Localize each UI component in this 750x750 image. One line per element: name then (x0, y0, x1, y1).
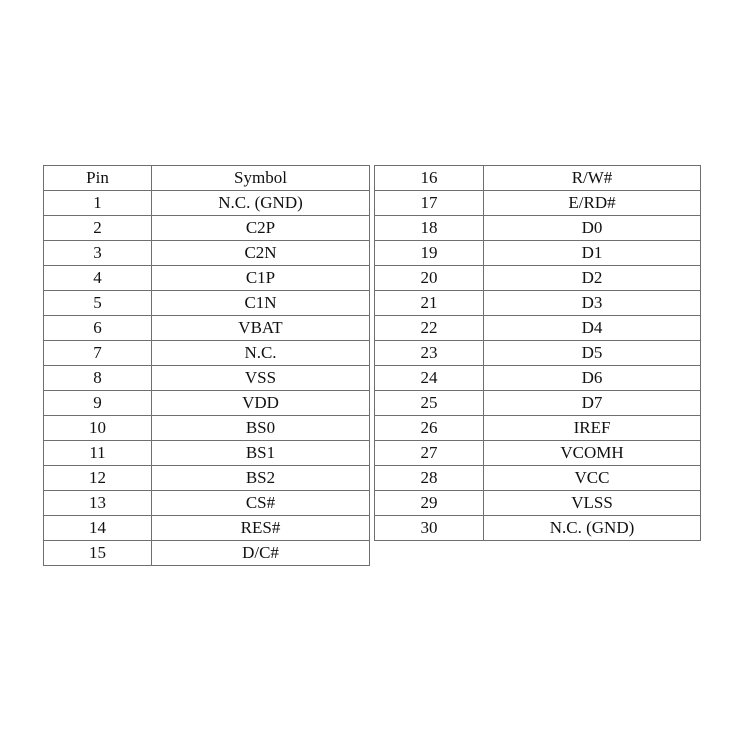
pin-table-left (43, 165, 370, 566)
pin-table-right-body (375, 166, 701, 541)
column-header-symbol: Symbol (152, 166, 370, 191)
table-row (44, 416, 370, 441)
pin-number-cell: 26 (375, 416, 484, 441)
table-row (44, 366, 370, 391)
pin-symbol-cell: C1P (152, 266, 370, 291)
pin-symbol-cell: RES# (152, 516, 370, 541)
pin-number-cell: 14 (44, 516, 152, 541)
pin-number-cell: 24 (375, 366, 484, 391)
pin-symbol-cell: N.C. (GND) (484, 516, 701, 541)
pin-symbol-cell: D4 (484, 316, 701, 341)
pin-symbol-cell: E/RD# (484, 191, 701, 216)
pin-symbol-cell: BS0 (152, 416, 370, 441)
table-row (44, 441, 370, 466)
table-row (375, 266, 701, 291)
pin-number-cell: 19 (375, 241, 484, 266)
pin-number-cell: 27 (375, 441, 484, 466)
pin-symbol-cell: CS# (152, 491, 370, 516)
table-header-row (44, 166, 370, 191)
pin-number-cell: 2 (44, 216, 152, 241)
pin-table-left-body (44, 191, 370, 566)
pin-number-cell: 20 (375, 266, 484, 291)
pin-number-cell: 10 (44, 416, 152, 441)
pin-symbol-cell: C1N (152, 291, 370, 316)
table-row (44, 216, 370, 241)
pin-number-cell: 8 (44, 366, 152, 391)
table-row (44, 291, 370, 316)
pin-number-cell: 9 (44, 391, 152, 416)
pin-symbol-cell: D6 (484, 366, 701, 391)
pin-symbol-cell: IREF (484, 416, 701, 441)
pin-table-right (374, 165, 701, 541)
table-row (375, 166, 701, 191)
pin-number-cell: 28 (375, 466, 484, 491)
table-row (375, 491, 701, 516)
table-row (375, 341, 701, 366)
pin-symbol-cell: VCC (484, 466, 701, 491)
pin-symbol-cell: N.C. (GND) (152, 191, 370, 216)
pin-number-cell: 30 (375, 516, 484, 541)
pin-number-cell: 23 (375, 341, 484, 366)
table-row (44, 541, 370, 566)
pin-symbol-cell: BS1 (152, 441, 370, 466)
table-row (375, 316, 701, 341)
table-row (375, 416, 701, 441)
pin-number-cell: 16 (375, 166, 484, 191)
pin-symbol-cell: D7 (484, 391, 701, 416)
pin-symbol-cell: N.C. (152, 341, 370, 366)
pin-symbol-cell: VSS (152, 366, 370, 391)
table-row (44, 341, 370, 366)
table-row (44, 466, 370, 491)
pin-symbol-cell: BS2 (152, 466, 370, 491)
pin-number-cell: 17 (375, 191, 484, 216)
pin-number-cell: 21 (375, 291, 484, 316)
table-row (375, 516, 701, 541)
pin-number-cell: 3 (44, 241, 152, 266)
pin-number-cell: 4 (44, 266, 152, 291)
table-row (44, 391, 370, 416)
pin-symbol-cell: VLSS (484, 491, 701, 516)
pin-symbol-cell: D1 (484, 241, 701, 266)
table-row (44, 191, 370, 216)
table-row (375, 366, 701, 391)
pin-number-cell: 29 (375, 491, 484, 516)
pin-number-cell: 12 (44, 466, 152, 491)
table-row (44, 316, 370, 341)
pin-number-cell: 5 (44, 291, 152, 316)
table-row (44, 516, 370, 541)
table-row (375, 291, 701, 316)
pin-symbol-cell: D/C# (152, 541, 370, 566)
table-row (44, 241, 370, 266)
pin-number-cell: 11 (44, 441, 152, 466)
column-header-pin: Pin (44, 166, 152, 191)
table-row (375, 441, 701, 466)
pin-number-cell: 6 (44, 316, 152, 341)
pin-number-cell: 15 (44, 541, 152, 566)
pin-symbol-cell: VCOMH (484, 441, 701, 466)
pin-number-cell: 22 (375, 316, 484, 341)
pin-symbol-cell: VDD (152, 391, 370, 416)
table-row (44, 491, 370, 516)
pin-number-cell: 25 (375, 391, 484, 416)
pin-symbol-cell: D3 (484, 291, 701, 316)
table-row (375, 241, 701, 266)
table-row (375, 391, 701, 416)
pin-number-cell: 13 (44, 491, 152, 516)
pin-number-cell: 18 (375, 216, 484, 241)
pin-number-cell: 1 (44, 191, 152, 216)
pin-number-cell: 7 (44, 341, 152, 366)
table-row (375, 216, 701, 241)
pin-symbol-cell: D0 (484, 216, 701, 241)
pin-symbol-cell: R/W# (484, 166, 701, 191)
table-row (375, 466, 701, 491)
pin-symbol-cell: C2P (152, 216, 370, 241)
pin-symbol-cell: C2N (152, 241, 370, 266)
table-row (44, 266, 370, 291)
pin-symbol-cell: D2 (484, 266, 701, 291)
pin-symbol-cell: VBAT (152, 316, 370, 341)
table-row (375, 191, 701, 216)
pin-symbol-cell: D5 (484, 341, 701, 366)
